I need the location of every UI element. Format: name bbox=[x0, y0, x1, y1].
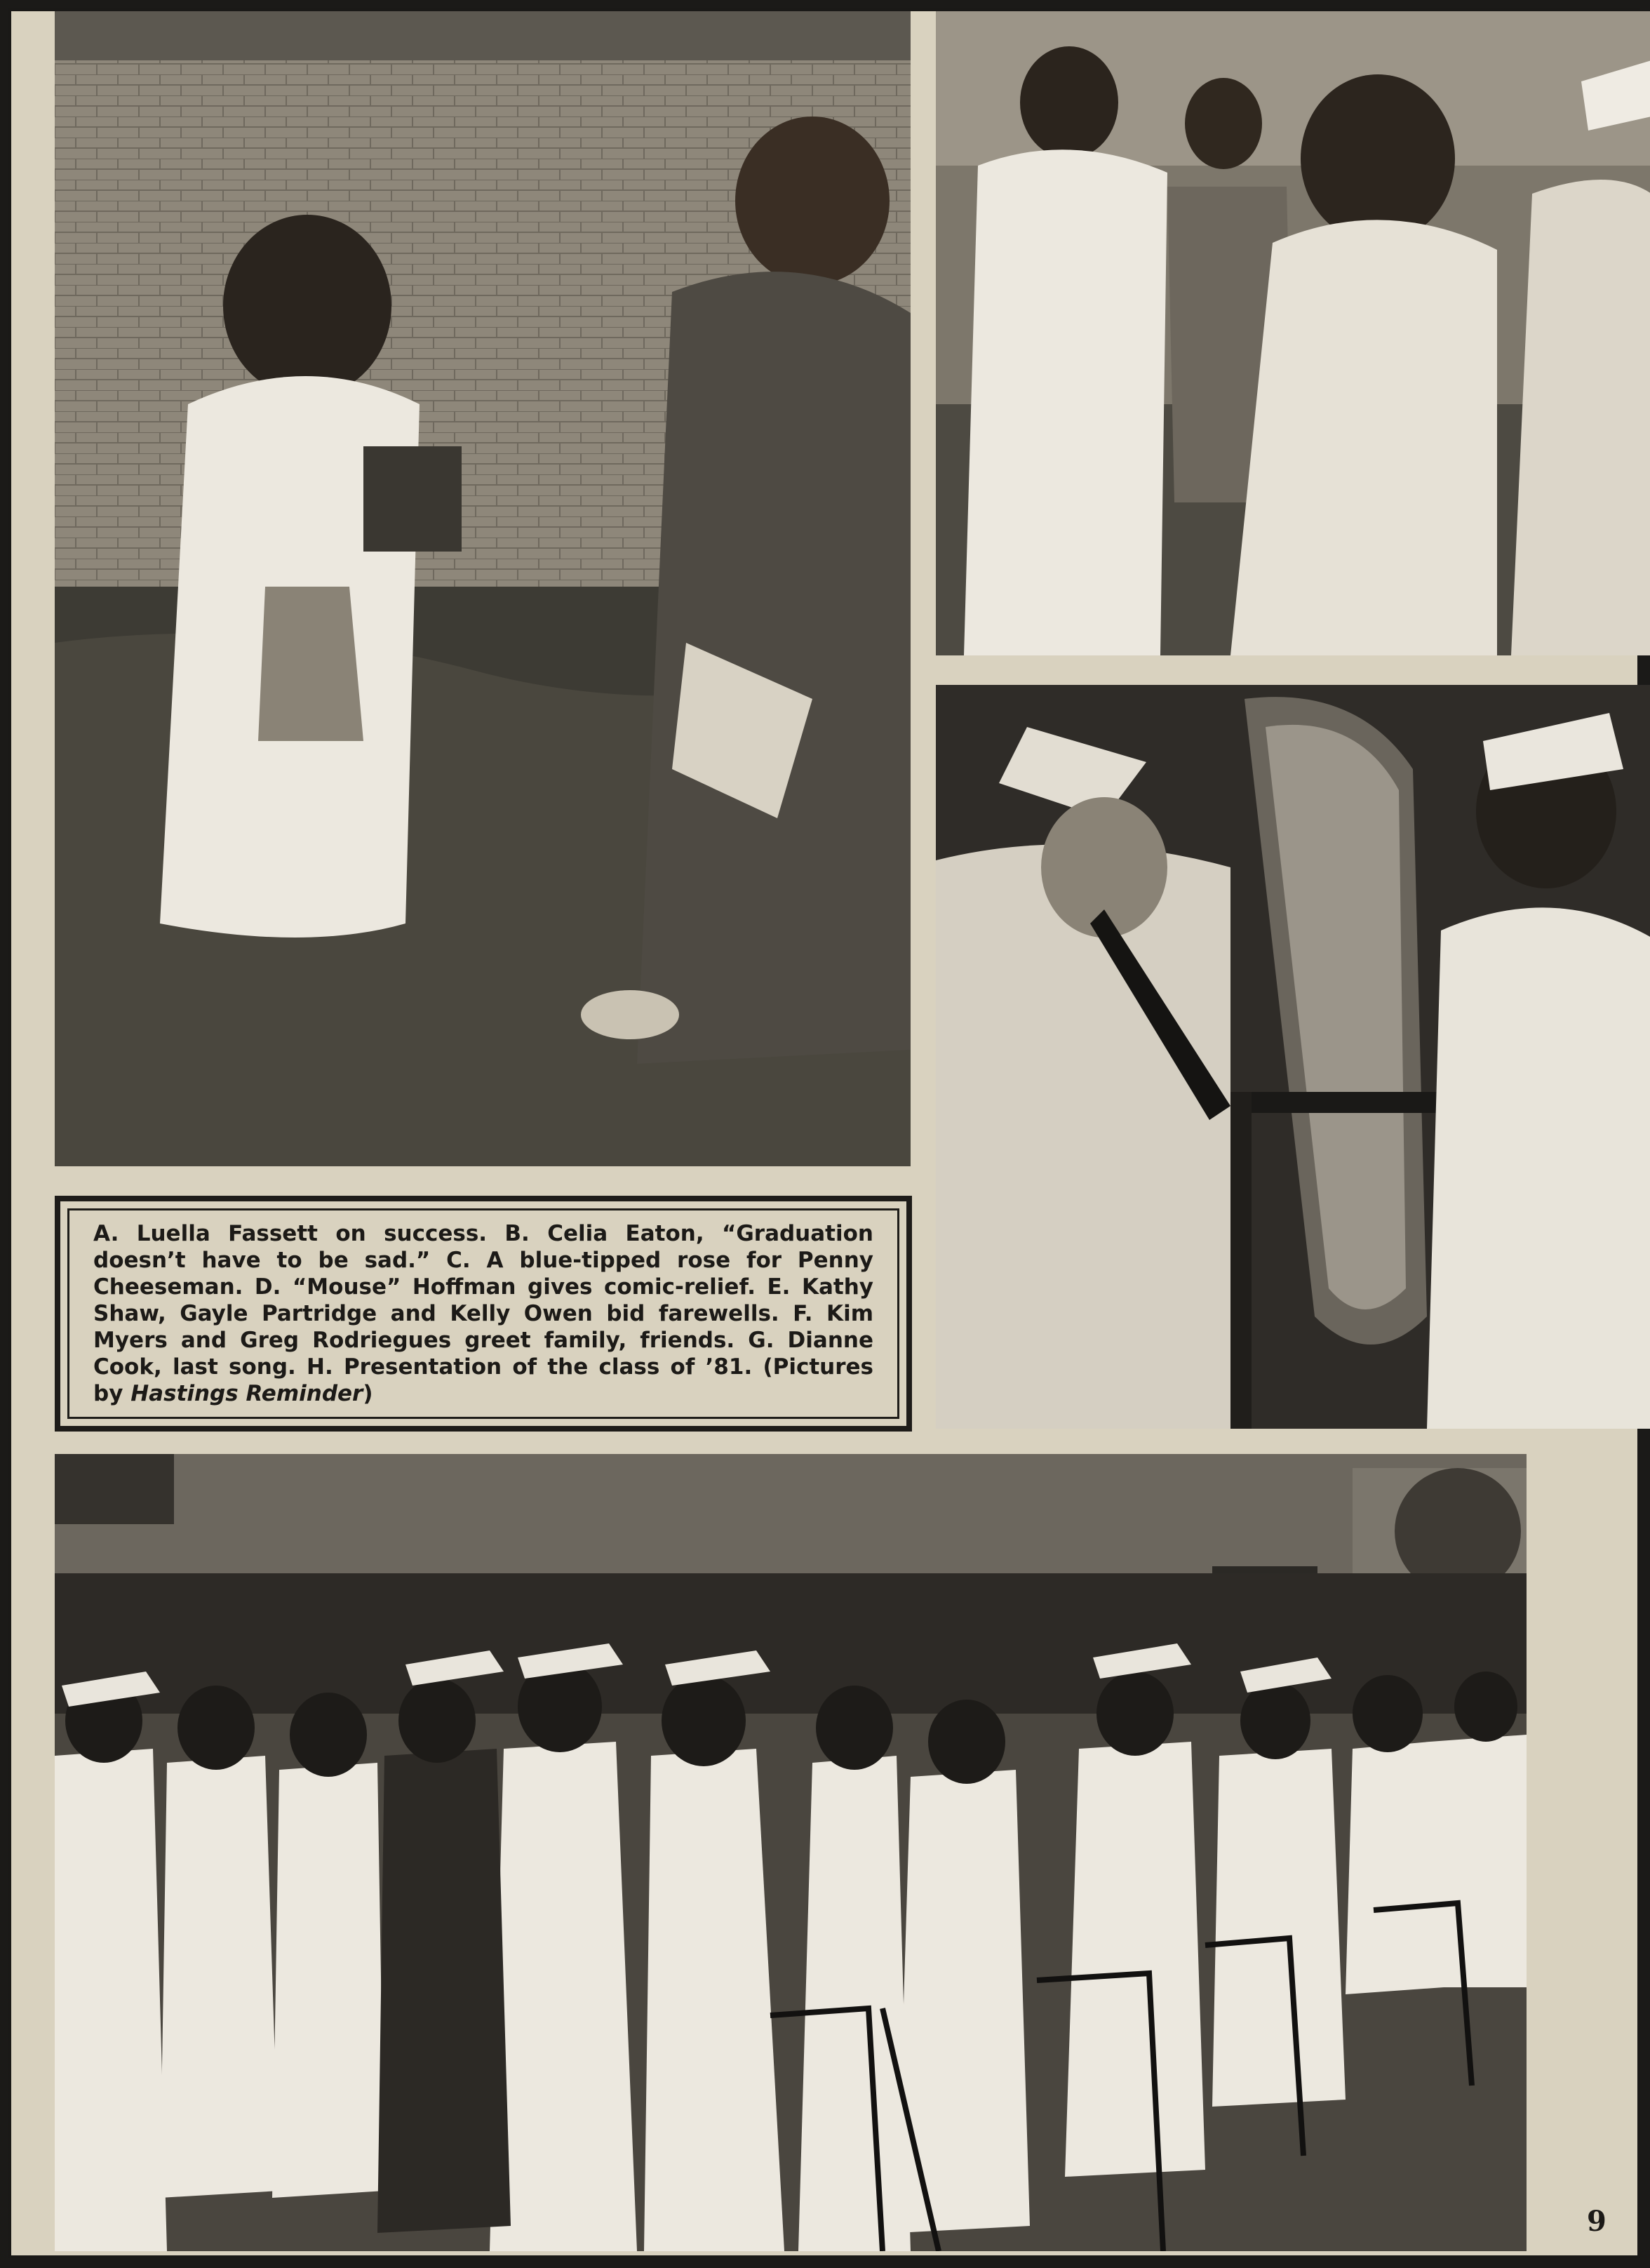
caption-text bbox=[93, 1220, 873, 1407]
caption-frame bbox=[67, 1208, 899, 1419]
band-tuba-player-photo bbox=[936, 685, 1650, 1429]
graduates-greeting-photo bbox=[936, 11, 1650, 655]
graduates-greeting-image bbox=[936, 11, 1650, 655]
caption-closing: ) bbox=[363, 1381, 373, 1406]
class-presentation-gym-photo bbox=[55, 1454, 1527, 2251]
caption-credit: Hastings Reminder bbox=[130, 1381, 363, 1406]
class-presentation-gym-image bbox=[55, 1454, 1527, 2251]
yearbook-page bbox=[8, 8, 1640, 2258]
page-number: 9 bbox=[1587, 2205, 1607, 2238]
graduates-walking-image bbox=[55, 11, 911, 1166]
graduates-walking-photo bbox=[55, 11, 911, 1166]
caption-body: A. Luella Fassett on success. B. Celia Eaton, “Graduation doesn’t have to be sad.” C. A blue-tipped rose for Penny Cheeseman. D. “Mouse” Hoffman gives comic-relief. E. Kathy Shaw, Gayle Partridge and Kelly Owen bid farewells. F. Kim Myers and Greg Rodriegues greet family, friends. G. Dianne Cook, last song. H. Presentation of the class of ’81. (Pictures by bbox=[93, 1221, 873, 1406]
caption-box bbox=[55, 1196, 912, 1432]
band-tuba-player-image bbox=[936, 685, 1650, 1429]
